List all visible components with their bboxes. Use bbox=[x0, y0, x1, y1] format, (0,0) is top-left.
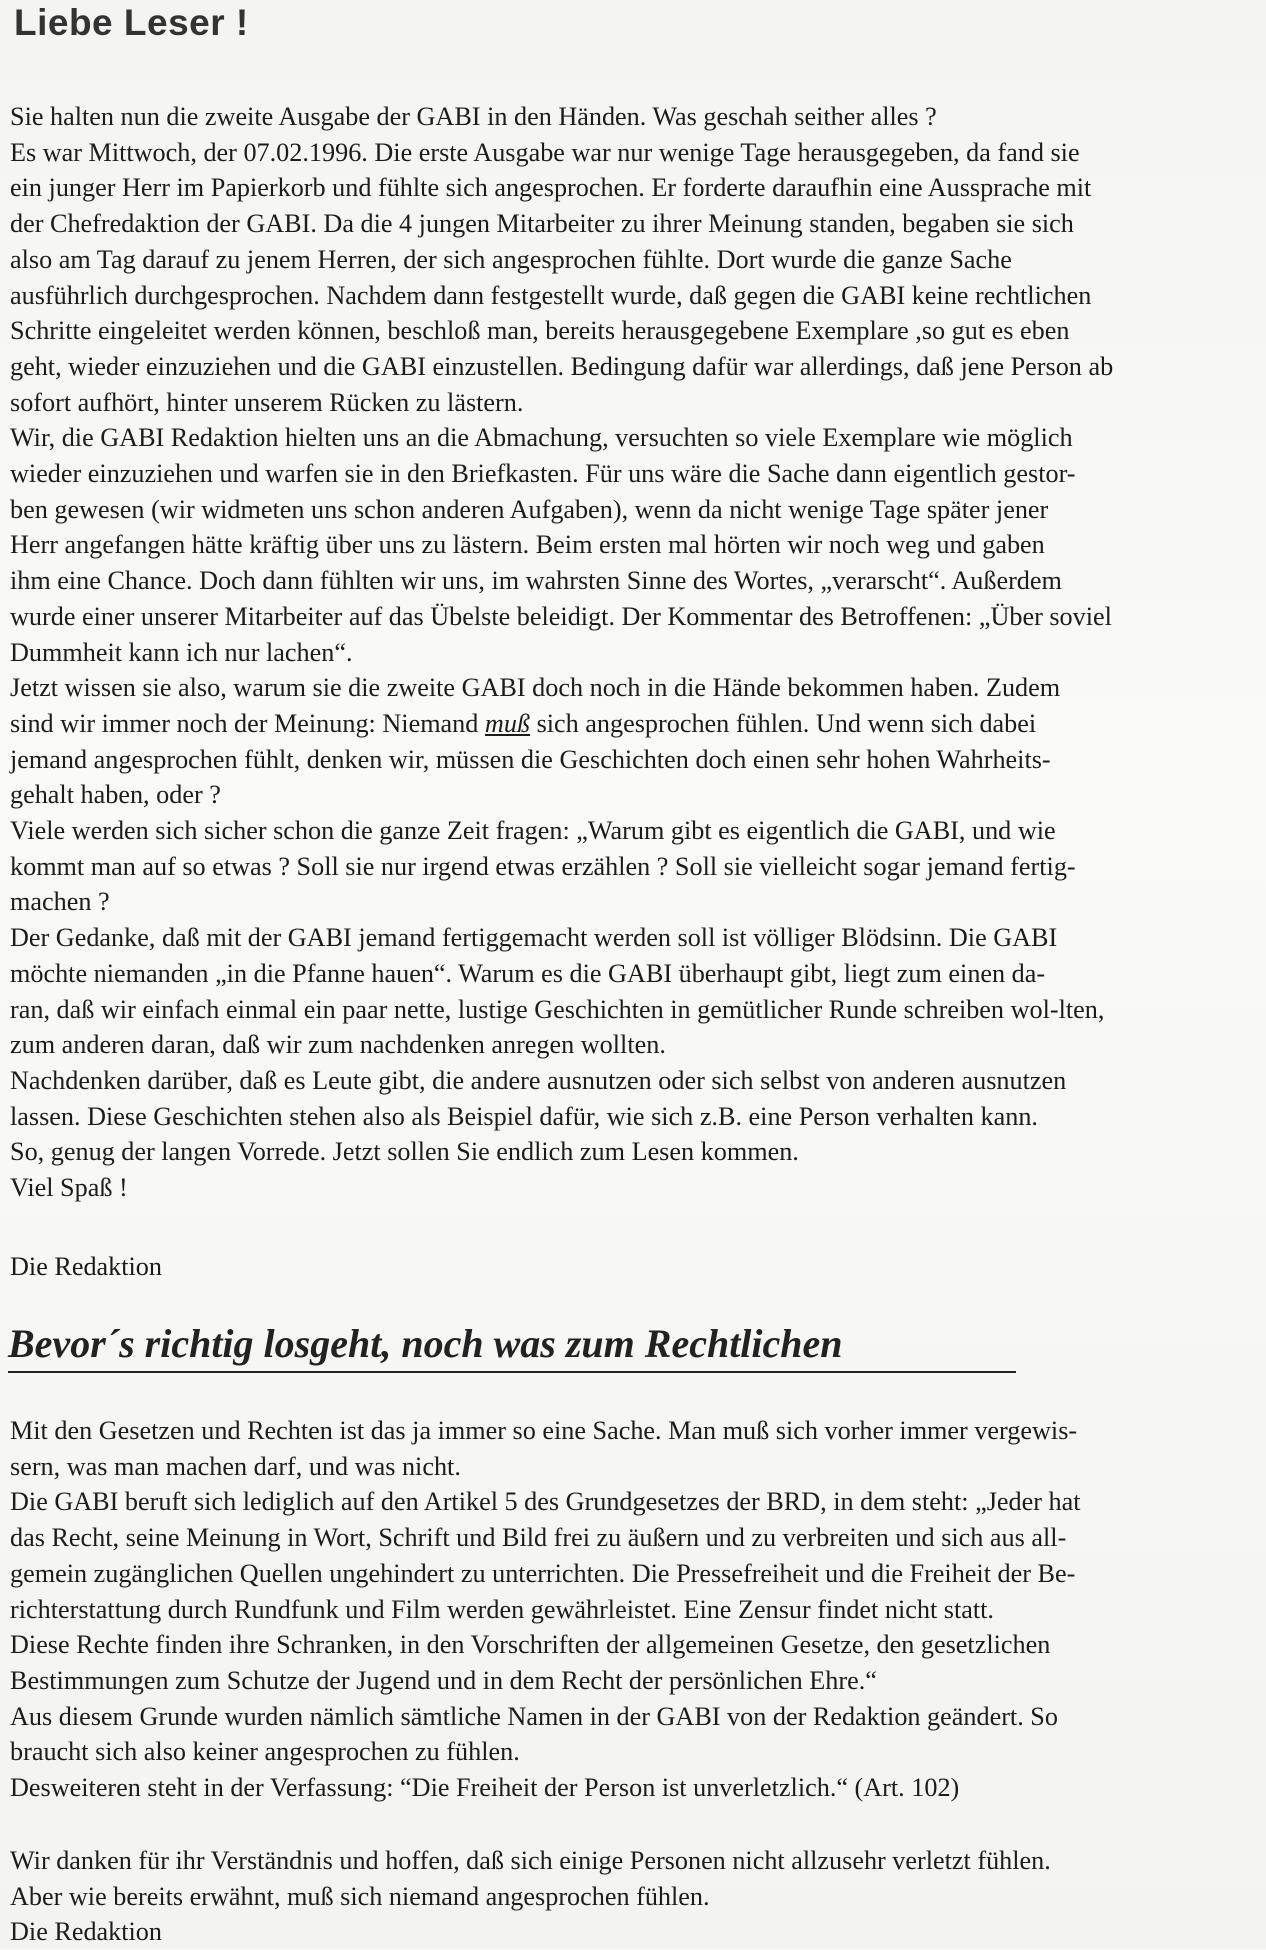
text-line: Der Gedanke, daß mit der GABI jemand fertiggemacht werden soll ist völliger Blödsinn. Die GABI bbox=[10, 923, 1058, 953]
emphasis-word: muß bbox=[484, 708, 531, 738]
text-line: ein junger Herr im Papierkorb und fühlte sich angesprochen. Er forderte daraufhin eine Aussprache mit bbox=[10, 173, 1092, 203]
text-line: braucht sich also keiner angesprochen zu fühlen. bbox=[10, 1737, 520, 1767]
text-line: ran, daß wir einfach einmal ein paar nette, lustige Geschichten in gemütlicher Runde schreiben wol-lten, bbox=[10, 994, 1105, 1024]
text-line: Jetzt wissen sie also, warum sie die zweite GABI doch noch in die Hände bekommen haben. Zudem bbox=[10, 673, 1061, 703]
text-line: richterstattung durch Rundfunk und Film werden gewährleistet. Eine Zensur findet nicht statt. bbox=[10, 1594, 994, 1624]
closing-section bbox=[10, 1843, 1260, 1950]
text-line: ben gewesen (wir widmeten uns schon anderen Aufgaben), wenn da nicht wenige Tage später jener bbox=[10, 494, 1049, 524]
text-line: jemand angesprochen fühlt, denken wir, müssen die Geschichten doch einen sehr hohen Wahrheits- bbox=[10, 744, 1051, 774]
text-line: Aus diesem Grunde wurden nämlich sämtliche Namen in der GABI von der Redaktion geändert. So bbox=[10, 1701, 1058, 1731]
text-line: also am Tag darauf zu jenem Herren, der sich angesprochen fühlte. Dort wurde die ganze Sache bbox=[10, 244, 1012, 274]
title-underline bbox=[8, 1371, 1016, 1373]
text-line: Schritte eingeleitet werden können, beschloß man, bereits herausgegebene Exemplare ,so gut es eben bbox=[10, 316, 1070, 346]
text-line: Aber wie bereits erwähnt, muß sich niemand angesprochen fühlen. bbox=[10, 1881, 710, 1911]
text-line: Viele werden sich sicher schon die ganze Zeit fragen: „Warum gibt es eigentlich die GABI, und wie bbox=[10, 816, 1056, 846]
text-line bbox=[10, 706, 1260, 742]
text-line: zum anderen daran, daß wir zum nachdenken anregen wollten. bbox=[10, 1030, 666, 1060]
signoff-editorial: Die Redaktion bbox=[10, 1252, 162, 1281]
text-line: gemein zugänglichen Quellen ungehindert zu unterrichten. Die Pressefreiheit und die Freiheit der Be- bbox=[10, 1558, 1076, 1588]
text-line: wurde einer unserer Mitarbeiter auf das Übelste beleidigt. Der Kommentar des Betroffenen: „Über soviel bbox=[10, 601, 1112, 631]
text-line: Es war Mittwoch, der 07.02.1996. Die erste Ausgabe war nur wenige Tage herausgegeben, da fand sie bbox=[10, 137, 1080, 167]
text-line: Nachdenken darüber, daß es Leute gibt, die andere ausnutzen oder sich selbst von anderen ausnutzen bbox=[10, 1065, 1067, 1095]
text-line: sern, was man machen darf, und was nicht. bbox=[10, 1451, 461, 1481]
text-line: Wir danken für ihr Verständnis und hoffen, daß sich einige Personen nicht allzusehr verletzt fühlen. bbox=[10, 1846, 1051, 1875]
text-line: geht, wieder einzuziehen und die GABI einzustellen. Bedingung dafür war allerdings, daß jene Person ab bbox=[10, 351, 1114, 381]
legal-section bbox=[10, 1413, 1260, 1806]
text-line: wieder einzuziehen und warfen sie in den Briefkasten. Für uns wäre die Sache dann eigentlich gestor- bbox=[10, 459, 1076, 489]
text-line: So, genug der langen Vorrede. Jetzt sollen Sie endlich zum Lesen kommen. bbox=[10, 1137, 799, 1167]
text-line: kommt man auf so etwas ? Soll sie nur irgend etwas erzählen ? Soll sie vielleicht sogar jemand fertig- bbox=[10, 851, 1076, 881]
signoff-closing: Die Redaktion bbox=[10, 1917, 162, 1947]
text-line: ausführlich durchgesprochen. Nachdem dann festgestellt wurde, daß gegen die GABI keine rechtlichen bbox=[10, 280, 1092, 310]
section-title-legal: Bevor´s richtig losgeht, noch was zum Rechtlichen bbox=[8, 1321, 843, 1366]
text-line: Wir, die GABI Redaktion hielten uns an die Abmachung, versuchten so viele Exemplare wie möglich bbox=[10, 423, 1073, 453]
text-line: machen ? bbox=[10, 887, 110, 917]
text-line: gehalt haben, oder ? bbox=[10, 780, 221, 810]
text-line: möchte niemanden „in die Pfanne hauen“. Warum es die GABI überhaupt gibt, liegt zum einen da- bbox=[10, 958, 1046, 988]
text-fragment: sich angesprochen fühlen. Und wenn sich dabei bbox=[530, 708, 1037, 738]
text-line: Dummheit kann ich nur lachen“. bbox=[10, 637, 353, 667]
text-line: das Recht, seine Meinung in Wort, Schrift und Bild frei zu äußern und zu verbreiten und sich aus all- bbox=[10, 1523, 1067, 1553]
text-line: sofort aufhört, hinter unserem Rücken zu lästern. bbox=[10, 387, 524, 417]
text-line: Desweiteren steht in der Verfassung: “Die Freiheit der Person ist unverletzlich.“ (Art. 102) bbox=[10, 1773, 960, 1803]
text-line: Bestimmungen zum Schutze der Jugend und in dem Recht der persönlichen Ehre.“ bbox=[10, 1665, 877, 1695]
text-fragment: sind wir immer noch der Meinung: Niemand bbox=[10, 708, 485, 738]
text-line: der Chefredaktion der GABI. Da die 4 jungen Mitarbeiter zu ihrer Meinung standen, begaben sie sich bbox=[10, 209, 1074, 239]
text-line: Sie halten nun die zweite Ausgabe der GABI in den Händen. Was geschah seither alles ? bbox=[10, 102, 937, 131]
page-title: Liebe Leser ! bbox=[14, 2, 249, 43]
text-line: ihm eine Chance. Doch dann fühlten wir uns, im wahrsten Sinne des Wortes, „verarscht“. Außerdem bbox=[10, 566, 1062, 596]
text-line: Die GABI beruft sich lediglich auf den Artikel 5 des Grundgesetzes der BRD, in dem steht: „Jeder hat bbox=[10, 1487, 1081, 1517]
text-line: Diese Rechte finden ihre Schranken, in den Vorschriften der allgemeinen Gesetze, den gesetzlichen bbox=[10, 1630, 1051, 1660]
intro-section bbox=[10, 99, 1260, 1206]
text-line: Mit den Gesetzen und Rechten ist das ja immer so eine Sache. Man muß sich vorher immer vergewis- bbox=[10, 1416, 1078, 1445]
text-line: lassen. Diese Geschichten stehen also als Beispiel dafür, wie sich z.B. eine Person verhalten kann. bbox=[10, 1101, 1038, 1131]
text-line: Viel Spaß ! bbox=[10, 1173, 128, 1203]
text-line: Herr angefangen hätte kräftig über uns zu lästern. Beim ersten mal hörten wir noch weg und gaben bbox=[10, 530, 1045, 560]
